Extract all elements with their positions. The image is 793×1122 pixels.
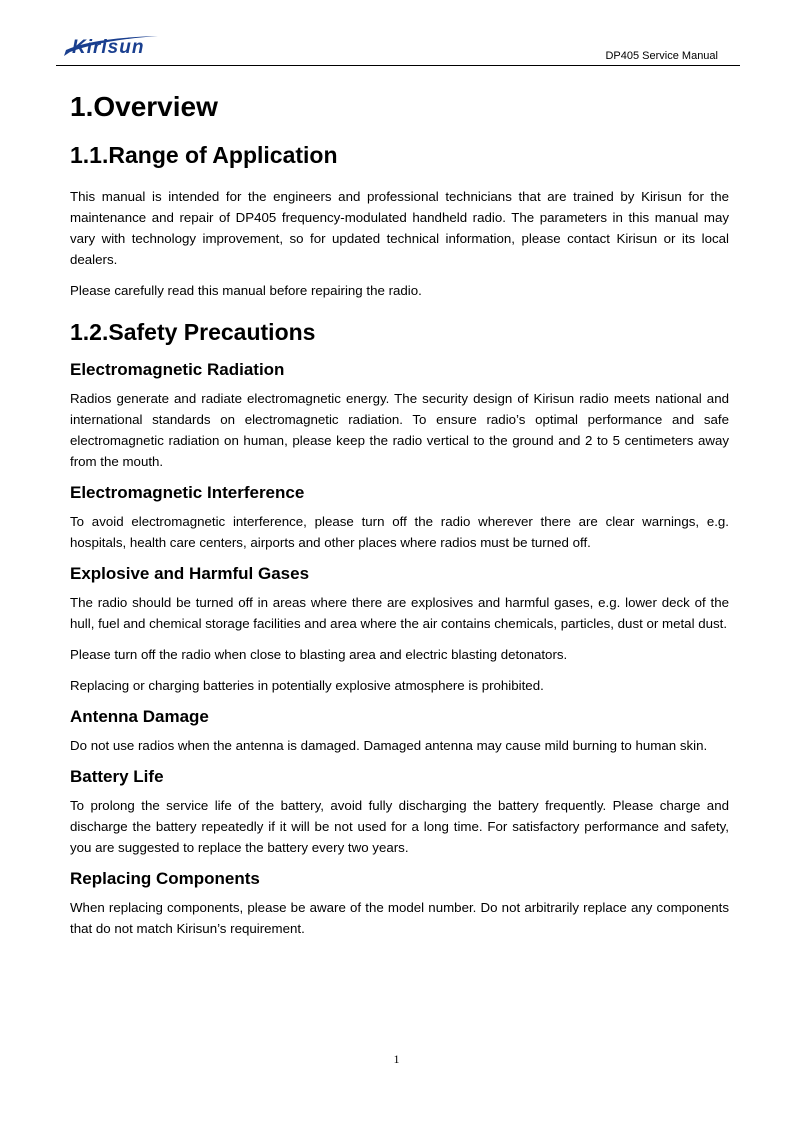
section-title: Range of Application xyxy=(108,142,338,168)
page-number: 1 xyxy=(393,1052,400,1066)
paragraph: When replacing components, please be aware of the model number. Do not arbitrarily replace any components that do not match Kirisun’s requirement. xyxy=(70,900,729,936)
section-number: 1.2. xyxy=(70,319,109,345)
section-heading xyxy=(70,317,729,347)
paragraph: Please carefully read this manual before repairing the radio. xyxy=(70,283,422,298)
chapter-number: 1. xyxy=(70,91,94,122)
page-content xyxy=(70,86,729,949)
chapter-heading xyxy=(70,86,729,128)
section-title: Safety Precautions xyxy=(108,319,316,345)
subsection-heading: Battery Life xyxy=(70,767,164,786)
paragraph: Replacing or charging batteries in potentially explosive atmosphere is prohibited. xyxy=(70,678,544,693)
svg-text:Kirisun: Kirisun xyxy=(72,37,145,58)
subsection-heading: Electromagnetic Radiation xyxy=(70,360,285,379)
header-divider xyxy=(56,65,740,66)
subsection-heading: Replacing Components xyxy=(70,869,260,888)
paragraph: The radio should be turned off in areas where there are explosives and harmful gases, e.g. lower deck of the hull, fuel and chemical storage facilities and area where the air contains chemicals, particles, dust or metal dust. xyxy=(70,595,729,631)
subsection-heading: Electromagnetic Interference xyxy=(70,483,305,502)
paragraph: To avoid electromagnetic interference, please turn off the radio wherever there are clear warnings, e.g. hospitals, health care centers, airports and other places where radios must be turned off. xyxy=(70,514,729,550)
paragraph: Please turn off the radio when close to blasting area and electric blasting detonators. xyxy=(70,647,568,662)
section-number: 1.1. xyxy=(70,142,109,168)
paragraph: Radios generate and radiate electromagnetic energy. The security design of Kirisun radio meets national and international standards on electromagnetic radiation. To ensure radio’s optimal performance and safe electromagnetic radiation on human, please keep the radio vertical to the ground and 2 to 5 centimeters away from the mouth. xyxy=(70,391,729,469)
section-heading xyxy=(70,140,729,170)
subsection-heading: Explosive and Harmful Gases xyxy=(70,564,310,583)
subsection-heading: Antenna Damage xyxy=(70,707,209,726)
kirisun-logo xyxy=(62,34,162,58)
chapter-title: Overview xyxy=(93,91,218,122)
page-header xyxy=(56,30,740,68)
paragraph: This manual is intended for the engineers and professional technicians that are trained by Kirisun for the maintenance and repair of DP405 frequency-modulated handheld radio. The parameters in this manual may vary with technology improvement, so for updated technical information, please contact Kirisun or its local dealers. xyxy=(70,189,729,267)
document-title: DP405 Service Manual xyxy=(605,50,718,62)
paragraph: To prolong the service life of the battery, avoid fully discharging the battery frequently. Please charge and discharge the battery repeatedly if it will be not used for a long time. For satisfactory performance and safety, you are suggested to replace the battery every two years. xyxy=(70,798,729,855)
paragraph: Do not use radios when the antenna is damaged. Damaged antenna may cause mild burning to human skin. xyxy=(70,738,708,753)
